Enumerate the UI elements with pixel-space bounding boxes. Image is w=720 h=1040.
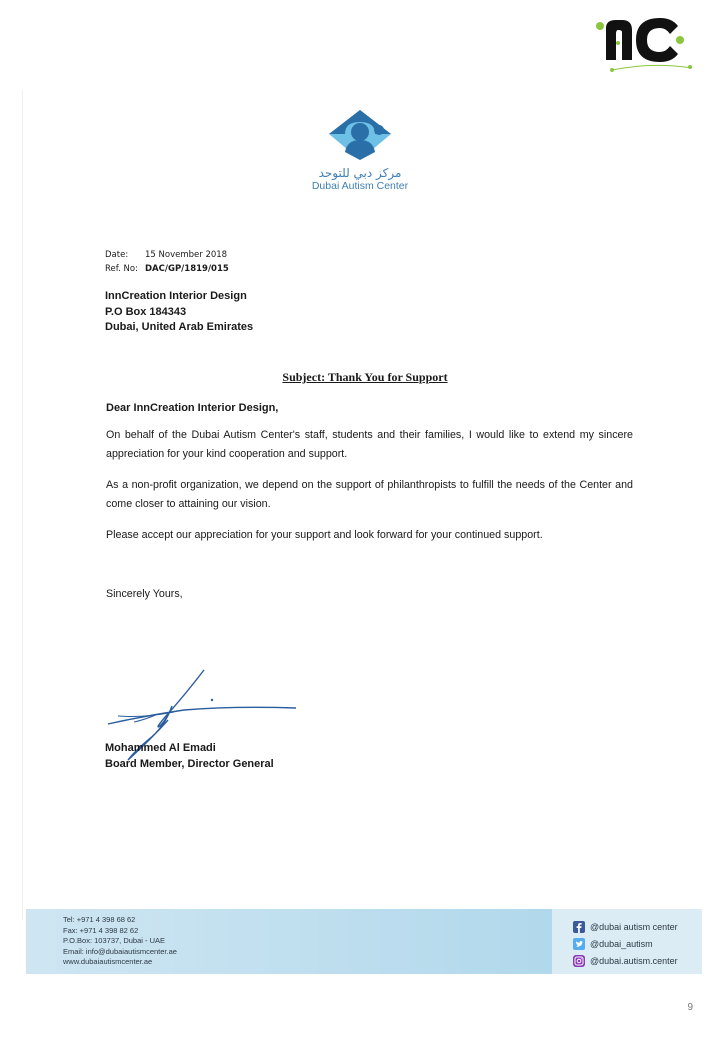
recipient-pobox: P.O Box 184343 [105, 305, 187, 318]
signer-title: Board Member, Director General [105, 758, 274, 770]
recipient-name: InnCreation Interior Design [105, 290, 247, 302]
body-paragraph: On behalf of the Dubai Autism Center's staff, students and their families, I would like to extend my sincere appreciation for your kind cooperation and support. [106, 429, 633, 460]
contact-pobox: P.O.Box: 103737, Dubai - UAE [63, 936, 166, 945]
closing: Sincerely Yours, [106, 588, 183, 600]
signer-name: Mohammed Al Emadi [105, 742, 216, 754]
social-links [573, 918, 678, 969]
letter-meta [105, 248, 229, 276]
signer-block [105, 740, 274, 772]
salutation: Dear InnCreation Interior Design, [106, 402, 279, 414]
facebook-handle: @dubai autism center [590, 921, 678, 932]
page-number: 9 [687, 1002, 693, 1013]
instagram-icon [573, 955, 585, 967]
contact-fax: Fax: +971 4 398 82 62 [63, 925, 139, 935]
recipient-address [105, 289, 253, 336]
org-logo [300, 108, 420, 192]
contact-tel: Tel: +971 4 398 68 62 [63, 915, 136, 924]
recipient-city: Dubai, United Arab Emirates [105, 321, 254, 333]
ref-value: DAC/GP/1819/015 [145, 264, 229, 274]
contact-info [63, 915, 177, 968]
org-name-english: Dubai Autism Center [311, 180, 409, 192]
page-edge-shadow [22, 90, 23, 920]
puzzle-person-icon [327, 108, 393, 164]
social-twitter[interactable] [573, 935, 678, 952]
body-paragraph: As a non-profit organization, we depend on the support of philanthropists to fulfill the needs of the Center and come closer to attaining our vision. [106, 479, 633, 510]
twitter-handle: @dubai_autism [590, 938, 653, 949]
letter-subject: Subject: Thank You for Support [282, 370, 448, 384]
brand-logo-icon [592, 10, 702, 74]
twitter-icon [573, 938, 585, 950]
contact-website[interactable]: www.dubaiautismcenter.ae [63, 957, 153, 966]
date-value: 15 November 2018 [145, 250, 228, 260]
social-instagram[interactable] [573, 952, 678, 969]
contact-email[interactable]: Email: info@dubaiautismcenter.ae [63, 946, 177, 956]
ref-label: Ref. No: [105, 264, 138, 274]
instagram-handle: @dubai.autism.center [590, 955, 678, 966]
org-name-arabic: مركز دبي للتوحد [318, 166, 402, 180]
facebook-icon [573, 921, 585, 933]
social-facebook[interactable] [573, 918, 678, 935]
date-label: Date: [105, 250, 129, 260]
body-paragraph: Please accept our appreciation for your support and look forward for your continued support. [106, 529, 543, 541]
